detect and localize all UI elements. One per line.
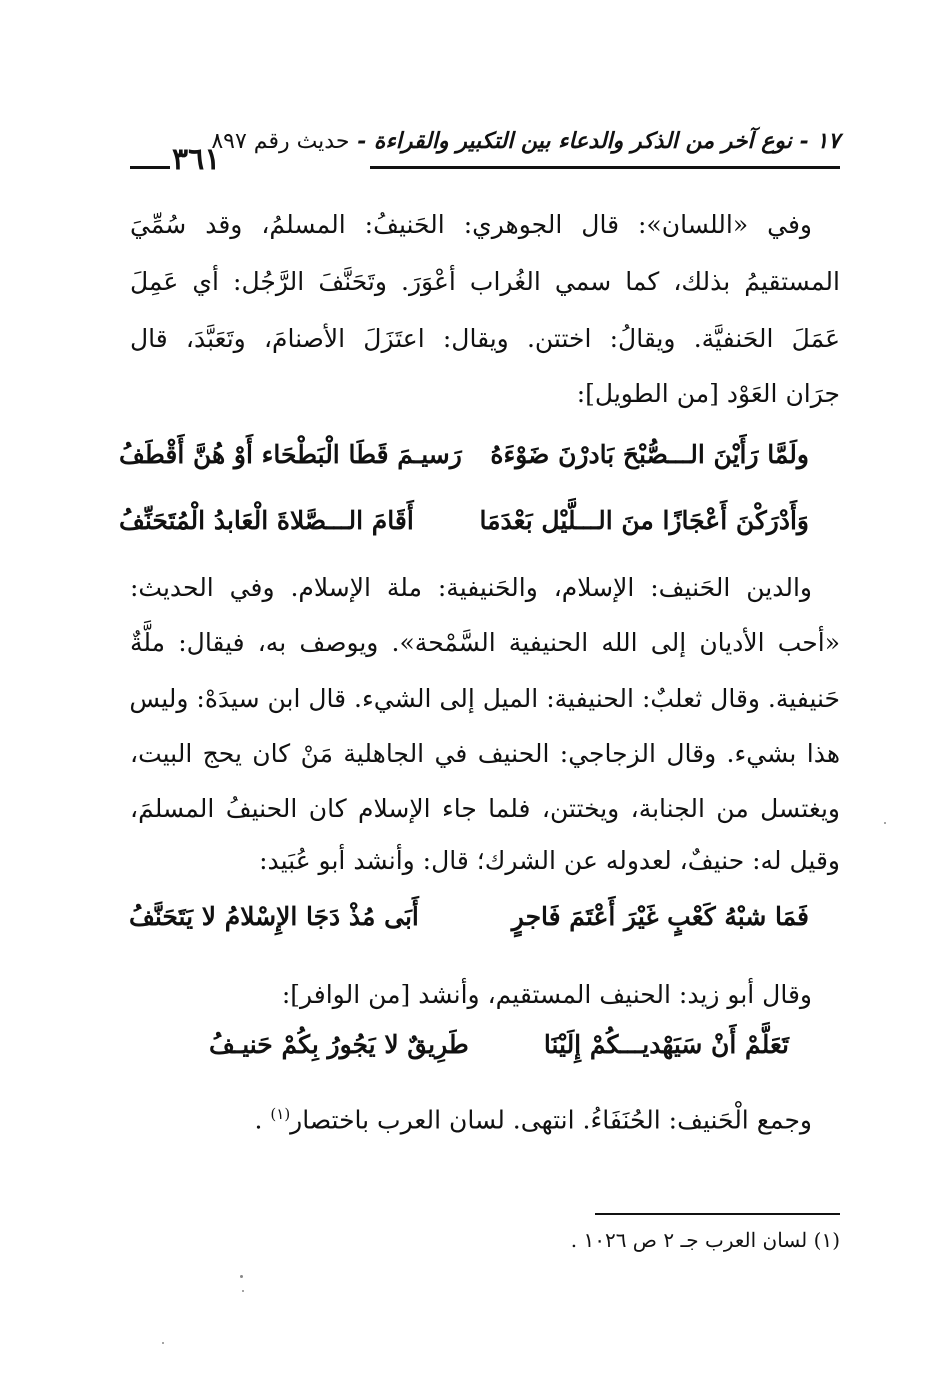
paragraph-line: وقيل له: حنيفٌ، لعدوله عن الشرك؛ قال: وأنشد أبو عُبَيد: <box>259 846 840 875</box>
scan-speck <box>240 1275 243 1278</box>
scan-speck <box>884 822 886 824</box>
scan-speck <box>162 1342 164 1344</box>
verse-hemistich-left: طَرِيقٌ لا يَجُورُ بِكُمْ حَنيـفُ <box>209 1030 469 1059</box>
verse-hemistich-right: ولَمَّا رَأَيْنَ الـــصُّبْحَ بَادرْنَ ضَوْءَهُ <box>490 440 809 469</box>
verse-hemistich-left: رَسيـمَ قَطَا الْبَطْحَاء أَوْ هُنَّ أَقْطَفُ <box>119 440 462 469</box>
footnote-ref: (١) <box>270 1105 291 1123</box>
verse-hemistich-right: تَعَلَّمْ أَنْ سَيَهْديـــكُمْ إِلَيْنَا <box>543 1030 789 1059</box>
page-number-rule <box>130 166 170 169</box>
running-title <box>211 128 840 154</box>
paragraph-line: عَمَلَ الحَنفيَّة. ويقالُ: اختتن. ويقال: اعتَزَلَ الأصنامَ، وتَعَبَّدَ، قال <box>130 324 840 353</box>
footnote-rule <box>595 1213 840 1215</box>
chapter-title: ١٧ - نوع آخر من الذكر والدعاء بين التكبير والقراءة - <box>357 128 840 154</box>
paragraph-line: حَنيفية. وقال ثعلبٌ: الحنيفية: الميل إلى الشيء. قال ابن سيدَهْ: وليس <box>129 684 840 713</box>
header-rule <box>370 166 840 169</box>
paragraph-end: . <box>254 1105 271 1135</box>
paragraph-line <box>130 1105 840 1134</box>
hadith-number: حديث رقم ٨٩٧ <box>211 129 350 154</box>
paragraph-line: والدين الحَنيف: الإسلام، والحَنيفية: ملة الإسلام. وفي الحديث: <box>130 573 812 602</box>
paragraph-line: ويغتسل من الجنابة، ويختتن، فلما جاء الإسلام كان الحنيفُ المسلمَ، <box>130 794 840 823</box>
verse-hemistich-right: فَمَا شبْهُ كَعْبٍ غَيْرَ أَعْتَمَ فَاجرٍ <box>511 902 809 931</box>
paragraph-text: وجمع الْحَنيف: الحُنَفَاءُ. انتهى. لسان العرب باختصار <box>290 1105 812 1135</box>
paragraph-line: وفي «اللسان»: قال الجوهري: الحَنيفُ: المسلمُ، وقد سُمِّيَ <box>130 210 812 239</box>
footnote: (١) لسان العرب جـ ٢ ص ١٠٢٦ . <box>570 1228 840 1252</box>
paragraph-line: هذا بشيء. وقال الزجاجي: الحنيف في الجاهلية مَنْ كان يحج البيت، <box>130 739 840 768</box>
scan-speck <box>242 1290 244 1292</box>
paragraph-line: المستقيمُ بذلك، كما سمي الغُراب أعْوَرَ. وتَحَنَّفَ الرَّجُل: أي عَمِلَ <box>130 267 840 296</box>
paragraph-line: وقال أبو زيد: الحنيف المستقيم، وأنشد [من الوافر]: <box>281 980 812 1009</box>
page-header <box>130 128 840 177</box>
paragraph-line: «أحب الأديان إلى الله الحنيفية السَّمْحة». ويوصف به، فيقال: ملَّةٌ <box>130 628 840 657</box>
verse-hemistich-left: أَقَامَ الـــصَّلاةَ الْعَابدُ الْمُتَحَنِّفُ <box>119 506 414 535</box>
verse-hemistich-right: وَأَدْرَكْنَ أَعْجَازًا منَ الـــلَّيْل بَعْدَمَا <box>479 506 809 535</box>
page-number: ٣٦١ <box>172 142 221 177</box>
verse-hemistich-left: أَبَى مُذْ دَجَا الإِسْلامُ لا يَتَحَنَّفُ <box>129 902 419 931</box>
paragraph-line: جرَان العَوْد [من الطويل]: <box>576 379 840 408</box>
